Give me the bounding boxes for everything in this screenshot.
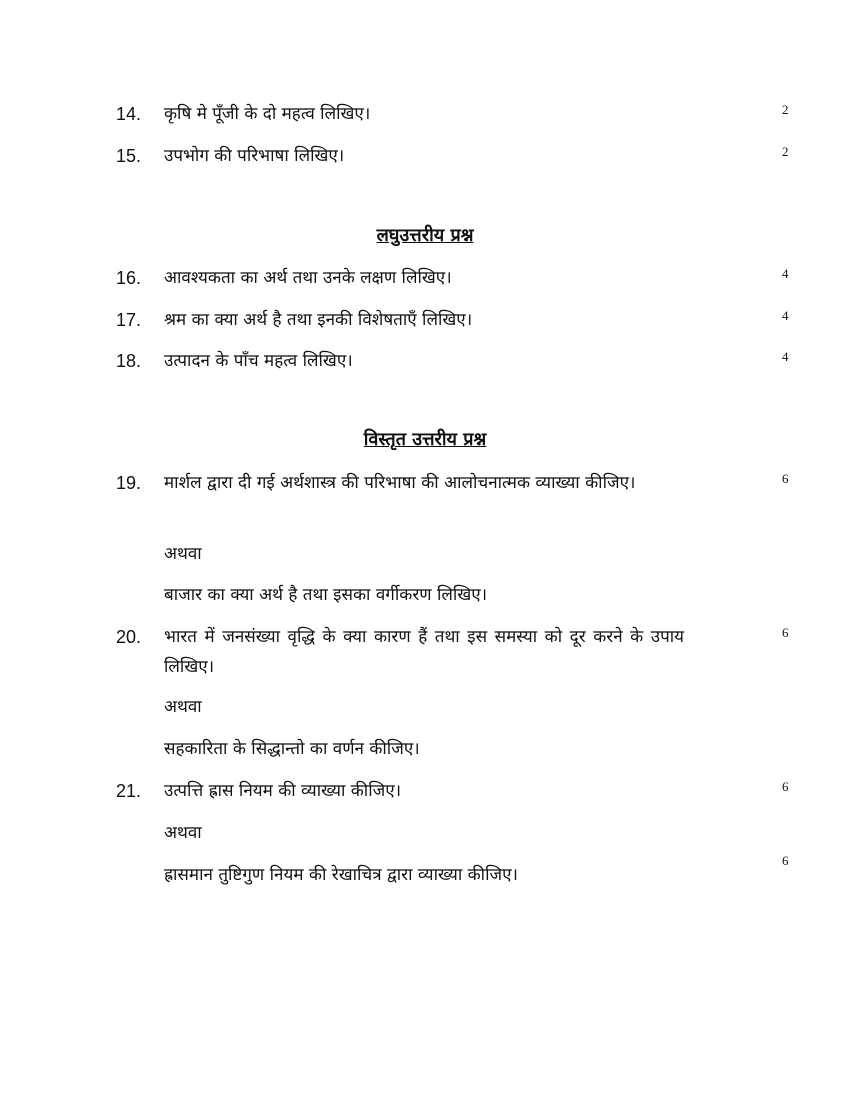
question-marks: 4 [782,349,789,364]
question-text: आवश्यकता का अर्थ तथा उनके लक्षण लिखिए। [164,268,452,288]
question-text: कृषि मे पूँजी के दो महत्व लिखिए। [164,104,371,124]
question-marks: 6 [782,779,789,794]
question-marks: 2 [782,144,789,159]
question-text: श्रम का क्या अर्थ है तथा इनकी विशेषताएँ लिखिए। [164,310,473,330]
alternative-question-text: बाजार का क्या अर्थ है तथा इसका वर्गीकरण लिखिए। [164,585,488,605]
question-marks: 6 [782,625,789,640]
question-number: 16. [116,268,142,288]
question-number: 18. [116,351,142,371]
question-marks: 4 [782,308,789,323]
question-marks: 2 [782,102,789,117]
alternative-question-text: सहकारिता के सिद्धान्तो का वर्णन कीजिए। [164,739,420,759]
question-text: उत्पादन के पाँच महत्व लिखिए। [164,351,353,371]
question-number: 19. [116,473,142,493]
section-heading-short-answer: लघुउत्तरीय प्रश्न [376,225,474,246]
question-text: भारत में जनसंख्या वृद्धि के क्या कारण हैं तथा इस समस्या को दूर करने के उपाय लिखिए। [164,627,684,677]
question-number: 21. [116,781,142,801]
question-text: उपभोग की परिभाषा लिखिए। [164,146,345,166]
question-marks: 6 [782,471,789,486]
question-marks: 4 [782,266,789,281]
alternative-question-text: ह्रासमान तुष्टिगुण नियम की रेखाचित्र द्वारा व्याख्या कीजिए। [164,865,518,885]
or-label: अथवा [164,544,202,564]
question-number: 14. [116,104,142,124]
section-heading-long-answer: विस्तृत उत्तरीय प्रश्न [363,429,487,450]
question-text: मार्शल द्वारा दी गई अर्थशास्त्र की परिभाषा की आलोचनात्मक व्याख्या कीजिए। [164,473,636,493]
question-text: उत्पत्ति ह्रास नियम की व्याख्या कीजिए। [164,781,402,801]
or-label: अथवा [164,823,202,843]
question-number: 15. [116,146,142,166]
question-number: 17. [116,310,142,330]
question-number: 20. [116,627,142,647]
alternative-question-marks: 6 [782,853,789,868]
or-label: अथवा [164,697,202,717]
